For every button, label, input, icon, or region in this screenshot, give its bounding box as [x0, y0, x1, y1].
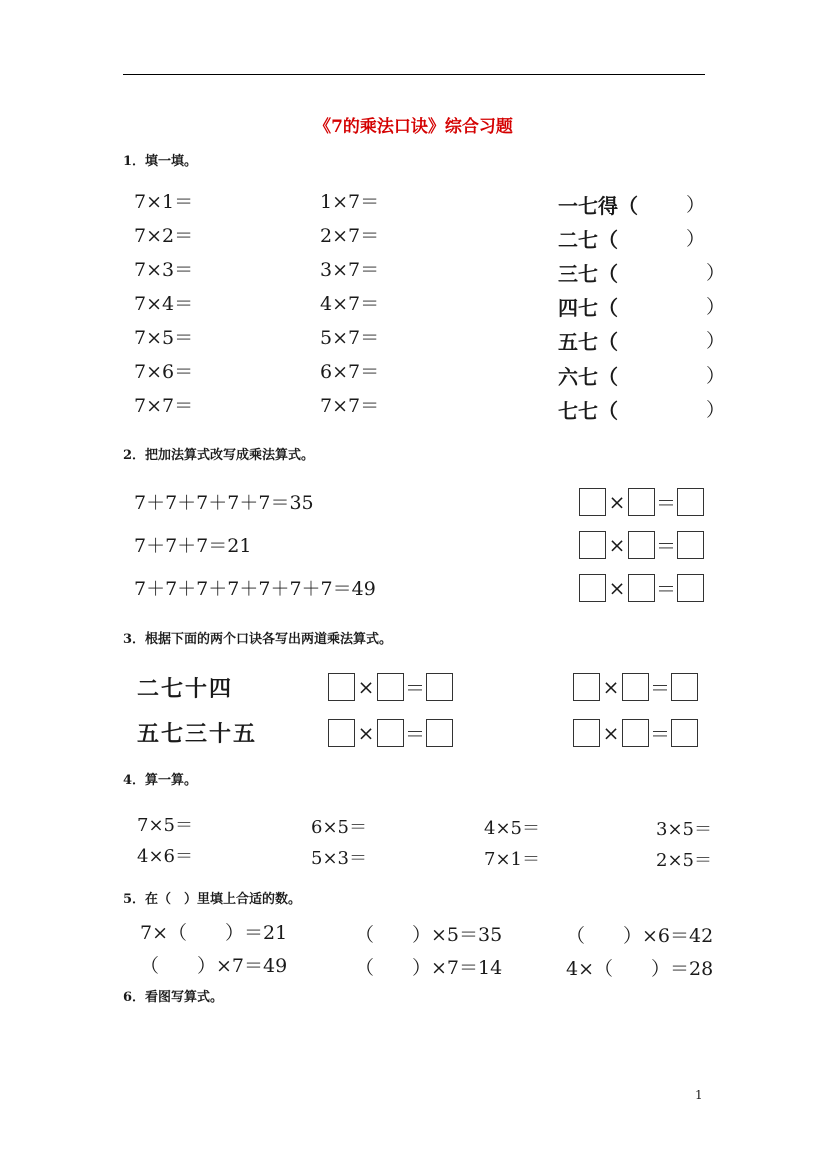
times-sign: ×	[608, 489, 626, 514]
q1-item: 3×7＝	[320, 259, 380, 281]
q3-koujue: 五七三十五	[137, 722, 258, 747]
q5-heading: 5．在（ ）里填上合适的数。	[123, 892, 302, 907]
q4-heading: 4．算一算。	[123, 773, 198, 788]
q5-item: （ ）×7＝49	[140, 955, 288, 977]
q1-item: 7×6＝	[134, 361, 194, 383]
answer-box[interactable]	[671, 719, 698, 747]
times-sign: ×	[608, 532, 626, 557]
q4-item: 7×5＝	[137, 815, 193, 836]
q4-item: 4×6＝	[137, 846, 193, 867]
answer-box[interactable]	[579, 488, 606, 516]
answer-box[interactable]	[677, 488, 704, 516]
answer-box[interactable]	[628, 574, 655, 602]
answer-box[interactable]	[573, 673, 600, 701]
q1-item: 4×7＝	[320, 293, 380, 315]
q1-close-paren: ）	[686, 228, 706, 250]
answer-box[interactable]	[628, 531, 655, 559]
q2-answer-row	[579, 530, 704, 559]
q1-item: 三七（	[558, 262, 618, 286]
q1-close-paren: ）	[706, 296, 726, 318]
equals-sign: ＝	[656, 491, 676, 515]
q4-item: 3×5＝	[656, 819, 712, 840]
equals-sign: ＝	[650, 722, 670, 746]
q5-item: （ ）×6＝42	[566, 925, 714, 947]
answer-box[interactable]	[622, 673, 649, 701]
times-sign: ×	[602, 674, 620, 699]
q5-item: （ ）×7＝14	[355, 957, 503, 979]
q1-close-paren: ）	[706, 262, 726, 284]
q1-close-paren: ）	[686, 194, 706, 216]
times-sign: ×	[608, 575, 626, 600]
q1-item: 7×7＝	[134, 395, 194, 417]
q4-item: 5×3＝	[311, 848, 367, 869]
q1-item: 2×7＝	[320, 225, 380, 247]
q2-addition: 7＋7＋7＝21	[134, 535, 252, 557]
equals-sign: ＝	[656, 577, 676, 601]
answer-box[interactable]	[579, 574, 606, 602]
q1-item: 四七（	[558, 296, 618, 320]
answer-box[interactable]	[377, 673, 404, 701]
q1-close-paren: ）	[706, 330, 726, 352]
q2-answer-row	[579, 573, 704, 602]
times-sign: ×	[357, 674, 375, 699]
answer-box[interactable]	[671, 673, 698, 701]
q3-koujue: 二七十四	[137, 677, 234, 702]
answer-box[interactable]	[426, 719, 453, 747]
q1-item: 5×7＝	[320, 327, 380, 349]
q3-answer-row	[328, 718, 453, 747]
q3-answer-row	[573, 718, 698, 747]
page-number: 1	[695, 1088, 703, 1102]
q1-item: 7×3＝	[134, 259, 194, 281]
equals-sign: ＝	[405, 722, 425, 746]
times-sign: ×	[602, 720, 620, 745]
q4-item: 4×5＝	[484, 818, 540, 839]
answer-box[interactable]	[328, 673, 355, 701]
q4-item: 2×5＝	[656, 850, 712, 871]
answer-box[interactable]	[377, 719, 404, 747]
answer-box[interactable]	[677, 531, 704, 559]
equals-sign: ＝	[405, 676, 425, 700]
answer-box[interactable]	[628, 488, 655, 516]
q5-item: （ ）×5＝35	[355, 924, 503, 946]
q1-item: 7×1＝	[134, 191, 194, 213]
q1-item: 六七（	[558, 365, 618, 389]
q3-heading: 3．根据下面的两个口诀各写出两道乘法算式。	[123, 632, 393, 647]
q5-item: 7×（ ）＝21	[140, 922, 288, 944]
equals-sign: ＝	[656, 534, 676, 558]
q1-close-paren: ）	[706, 365, 726, 387]
q1-item: 7×5＝	[134, 327, 194, 349]
q2-heading: 2．把加法算式改写成乘法算式。	[123, 448, 315, 463]
answer-box[interactable]	[622, 719, 649, 747]
q5-item: 4×（ ）＝28	[566, 958, 714, 980]
q1-heading: 1．填一填。	[123, 154, 198, 169]
q1-item: 1×7＝	[320, 191, 380, 213]
q2-answer-row	[579, 487, 704, 516]
q1-item: 7×2＝	[134, 225, 194, 247]
q1-item: 二七（	[558, 228, 618, 252]
times-sign: ×	[357, 720, 375, 745]
answer-box[interactable]	[579, 531, 606, 559]
equals-sign: ＝	[650, 676, 670, 700]
header-rule	[123, 74, 705, 75]
q2-addition: 7＋7＋7＋7＋7＋7＋7＝49	[134, 578, 376, 600]
q1-item: 7×7＝	[320, 395, 380, 417]
answer-box[interactable]	[426, 673, 453, 701]
q4-item: 6×5＝	[311, 817, 367, 838]
q1-item: 一七得（	[558, 194, 638, 218]
q6-heading: 6．看图写算式。	[123, 990, 224, 1005]
page-title: 《7的乘法口诀》综合习题	[314, 117, 513, 137]
q4-item: 7×1＝	[484, 849, 540, 870]
q1-close-paren: ）	[706, 399, 726, 421]
q3-answer-row	[573, 672, 698, 701]
answer-box[interactable]	[677, 574, 704, 602]
q1-item: 五七（	[558, 330, 618, 354]
q1-item: 7×4＝	[134, 293, 194, 315]
answer-box[interactable]	[573, 719, 600, 747]
answer-box[interactable]	[328, 719, 355, 747]
q1-item: 6×7＝	[320, 361, 380, 383]
q2-addition: 7＋7＋7＋7＋7＝35	[134, 492, 314, 514]
q3-answer-row	[328, 672, 453, 701]
q1-item: 七七（	[558, 399, 618, 423]
